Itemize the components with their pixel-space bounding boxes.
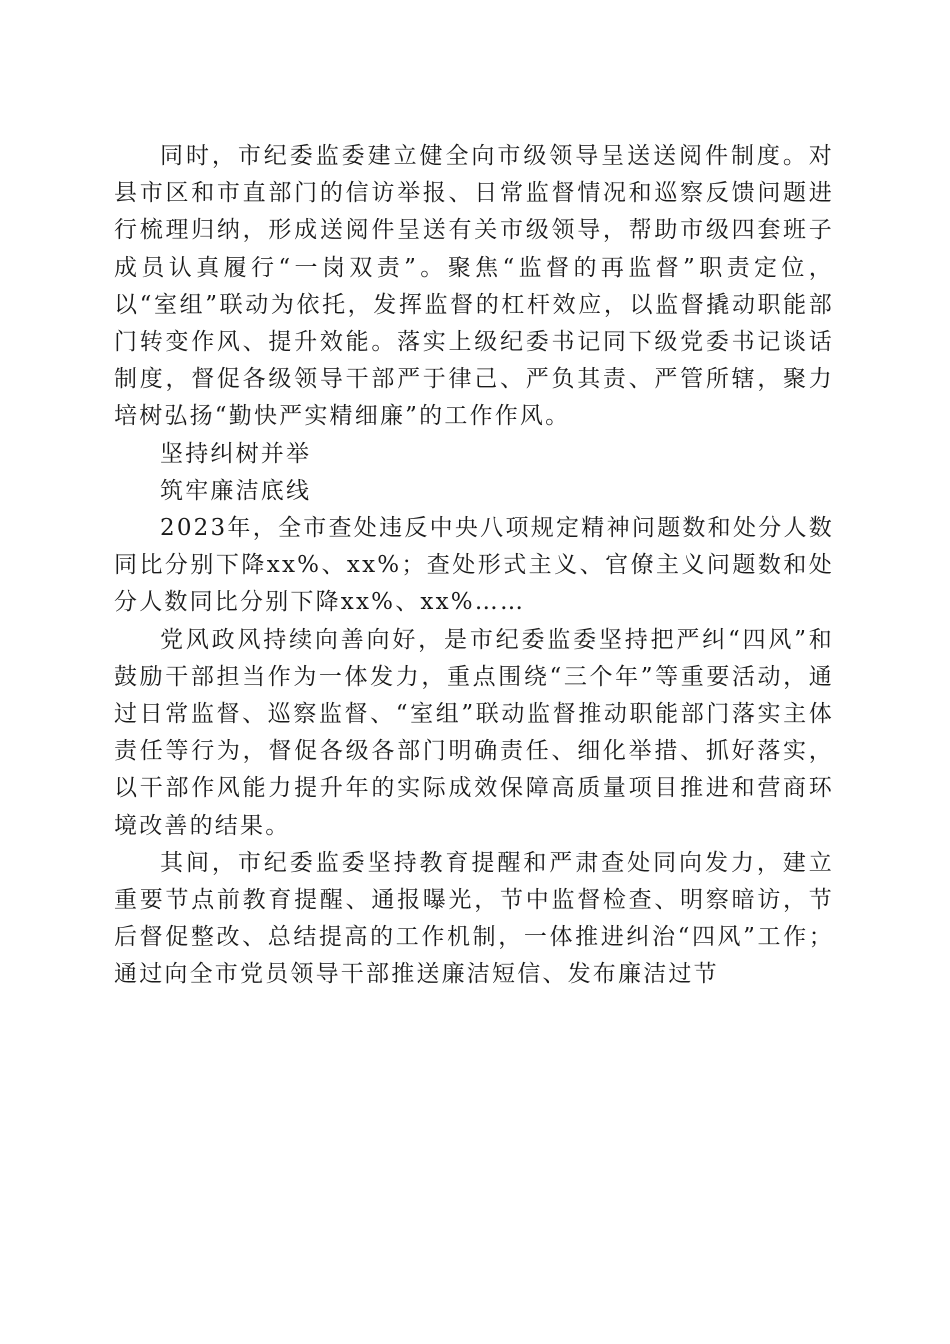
paragraph-education: 其间，市纪委监委坚持教育提醒和严肃查处同向发力，建立重要节点前教育提醒、通报曝光，节中监督检查、明察暗访，节后督促整改、总结提高的工作机制，一体推进纠治“四风”工作；通过向全市党员领导干部推送廉洁短信、发布廉洁过节	[114, 849, 834, 988]
document-body	[114, 138, 834, 994]
paragraph-report-system: 同时，市纪委监委建立健全向市级领导呈送送阅件制度。对县市区和市直部门的信访举报、日常监督情况和巡察反馈问题进行梳理归纳，形成送阅件呈送有关市级领导，帮助市级四套班子成员认真履行“一岗双责”。聚焦“监督的再监督”职责定位，以“室组”联动为依托，发挥监督的杠杆效应，以监督撬动职能部门转变作风、提升效能。落实上级纪委书记同下级党委书记谈话制度，督促各级领导干部严于律己、严负其责、严管所辖，聚力培树弘扬“勤快严实精细廉”的工作作风。	[114, 143, 834, 430]
paragraph-statistics: 2023年，全市查处违反中央八项规定精神问题数和处分人数同比分别下降xx%、xx%；查处形式主义、官僚主义问题数和处分人数同比分别下降xx%、xx%……	[114, 515, 834, 616]
subheading-discipline: 坚持纠树并举	[160, 440, 312, 467]
paragraph-work-style: 党风政风持续向善向好，是市纪委监委坚持把严纠“四风”和鼓励干部担当作为一体发力，重点围绕“三个年”等重要活动，通过日常监督、巡察监督、“室组”联动监督推动职能部门落实主体责任等行为，督促各级各部门明确责任、细化举措、抓好落实，以干部作风能力提升年的实际成效保障高质量项目推进和营商环境改善的结果。	[114, 626, 834, 839]
subheading-integrity: 筑牢廉洁底线	[160, 477, 312, 504]
